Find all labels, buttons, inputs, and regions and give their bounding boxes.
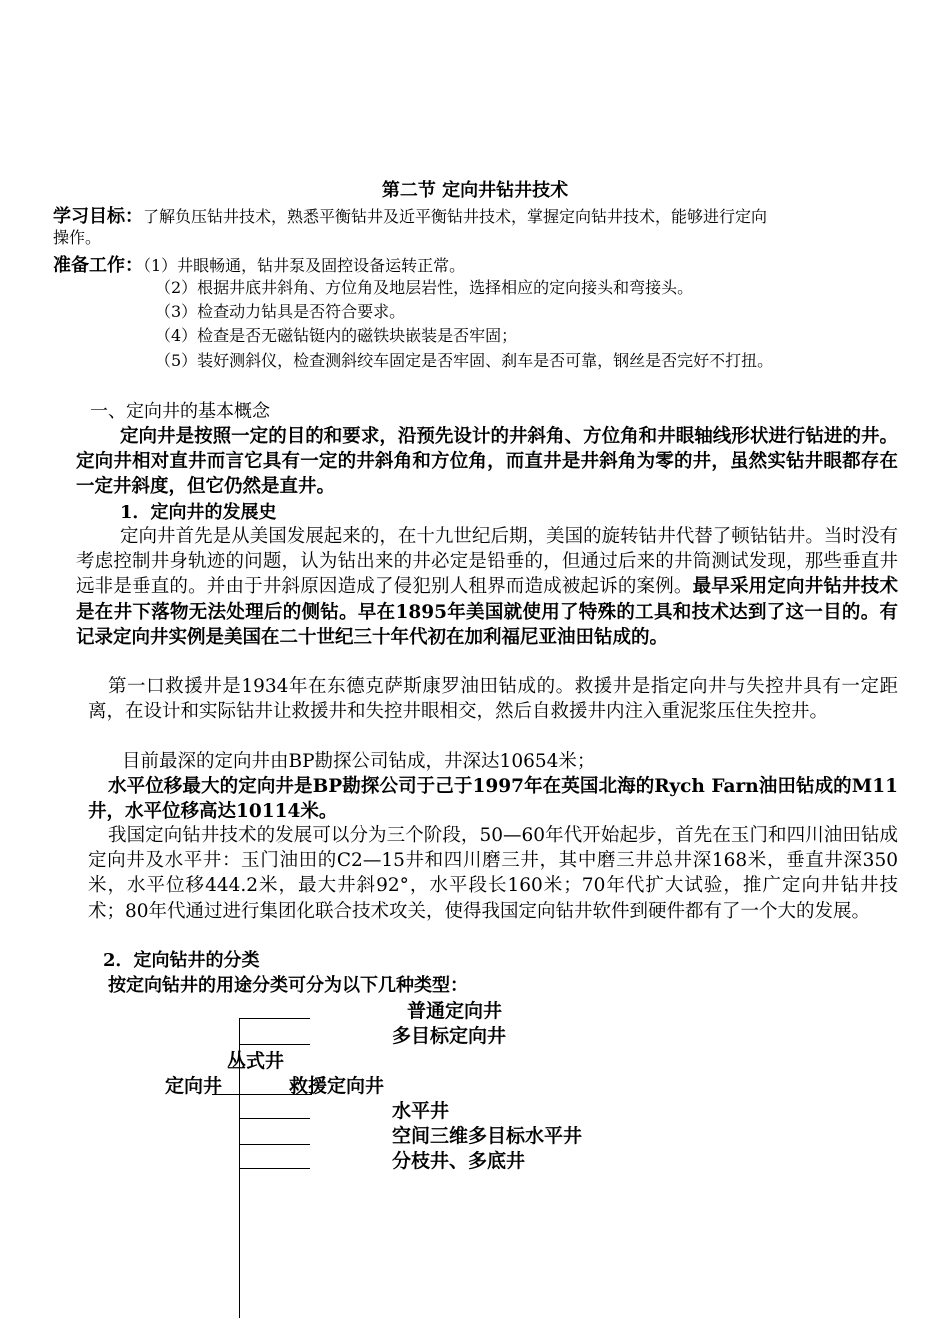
- prep-item-2: （2）根据井底井斜角、方位角及地层岩性，选择相应的定向接头和弯接头。: [155, 278, 694, 297]
- diagram-branch-label: 救援定向井: [289, 1075, 385, 1097]
- max-displacement: 水平位移最大的定向井是BP勘探公司于己于1997年在英国北海的Rych Farn油田钻成的M11井，水平位移高达10114米。: [88, 776, 898, 823]
- prep-line1: [53, 251, 465, 278]
- rescue-paragraph: 第一口救援井是1934年在东德克萨斯康罗油田钻成的。救援井是指定向井与失控井具有一定距离，在设计和实际钻井让救援井和失控井眼相交，然后自救援井内注入重泥浆压住失控井。: [88, 676, 898, 723]
- diagram-root-label: 定向井: [165, 1075, 223, 1097]
- china-paragraph: 我国定向钻井技术的发展可以分为三个阶段，50—60年代开始起步，首先在玉门和四川油田钻成定向井及水平井：玉门油田的C2—15井和四川磨三井，其中磨三井总井深168米，垂直井深350米，水平位移444.2米，最大井斜92°，水平段长160米；70年代扩大试验，推广定向井钻井技术；80年代通过进行集团化联合技术攻关，使得我国定向钻井软件到硬件都有了一个大的发展。: [88, 825, 898, 922]
- classification-intro: 按定向钻井的用途分类可分为以下几种类型：: [108, 975, 468, 996]
- classification-heading: 2．定向钻井的分类: [103, 950, 260, 971]
- diagram-cluster-label: 丛式井: [227, 1050, 285, 1072]
- definition-paragraph: 定向井是按照一定的目的和要求，沿预先设计的井斜角、方位角和井眼轴线形状进行钻进的井。定向井相对直井而言它具有一定的井斜角和方位角，而直井是井斜角为零的井，虽然实钻井眼都存在一定井斜度，但它仍然是直井。: [76, 426, 898, 498]
- diagram-branch-line: [240, 1168, 310, 1169]
- history-heading: 1．定向井的发展史: [120, 502, 277, 523]
- prep-item-5: （5）装好测斜仪，检查测斜绞车固定是否牢固、刹车是否可靠，钢丝是否完好不打扭。: [155, 351, 774, 370]
- diagram-branch-label: 多目标定向井: [392, 1025, 507, 1047]
- prep-item-3: （3）检查动力钻具是否符合要求。: [155, 302, 406, 321]
- history-text: 定向井首先是从美国发展起来的，在十九世纪后期，美国的旋转钻井代替了顿钻钻井。当时没有考虑控制井身轨迹的问题，认为钻出来的井必定是铅垂的，但通过后来的井筒测试发现，那些垂直井远非是垂直的。并由于井斜原因造成了侵犯别人租界而造成被起诉的案例。: [76, 526, 898, 598]
- objective-line1: [53, 202, 767, 229]
- diagram-branch-label: 水平井: [392, 1100, 450, 1122]
- prep-item-1: （1）井眼畅通，钻井泵及固控设备运转正常。: [143, 256, 466, 275]
- diagram-branch-line: [240, 1118, 310, 1119]
- objective-text: 了解负压钻井技术，熟悉平衡钻井及近平衡钻井技术，掌握定向钻井技术，能够进行定向: [143, 207, 768, 226]
- prep-label: 准备工作：: [53, 255, 143, 276]
- diagram-branch-line: [240, 1144, 310, 1145]
- section-title: 第二节 定向井钻井技术: [381, 180, 569, 201]
- diagram-branch-line: [240, 1044, 310, 1045]
- prep-item-4: （4）检查是否无磁钻铤内的磁铁块嵌装是否牢固；: [155, 326, 518, 345]
- history-highlight: 最早采用定向井钻井技术是在井下落物无法处理后的侧钻。早在1895年美国就使用了特殊的工具和技术达到了这一目的。有记录定向井实例是美国在二十世纪三十年代初在加利福尼亚油田钻成的。: [76, 576, 898, 648]
- deepest-well: 目前最深的定向井由BP勘探公司钻成，井深达10654米；: [122, 751, 596, 772]
- section1-heading: 一、定向井的基本概念: [90, 401, 270, 422]
- objective-label: 学习目标：: [53, 206, 143, 227]
- diagram-branch-label: 分枝井、多底井: [392, 1150, 526, 1172]
- objective-text-cont: 操作。: [53, 228, 102, 247]
- diagram-branch-label: 空间三维多目标水平井: [392, 1125, 583, 1147]
- diagram-branch-label: 普通定向井: [407, 1000, 503, 1022]
- diagram-branch-line: [240, 1018, 310, 1019]
- history-paragraph: [76, 524, 898, 650]
